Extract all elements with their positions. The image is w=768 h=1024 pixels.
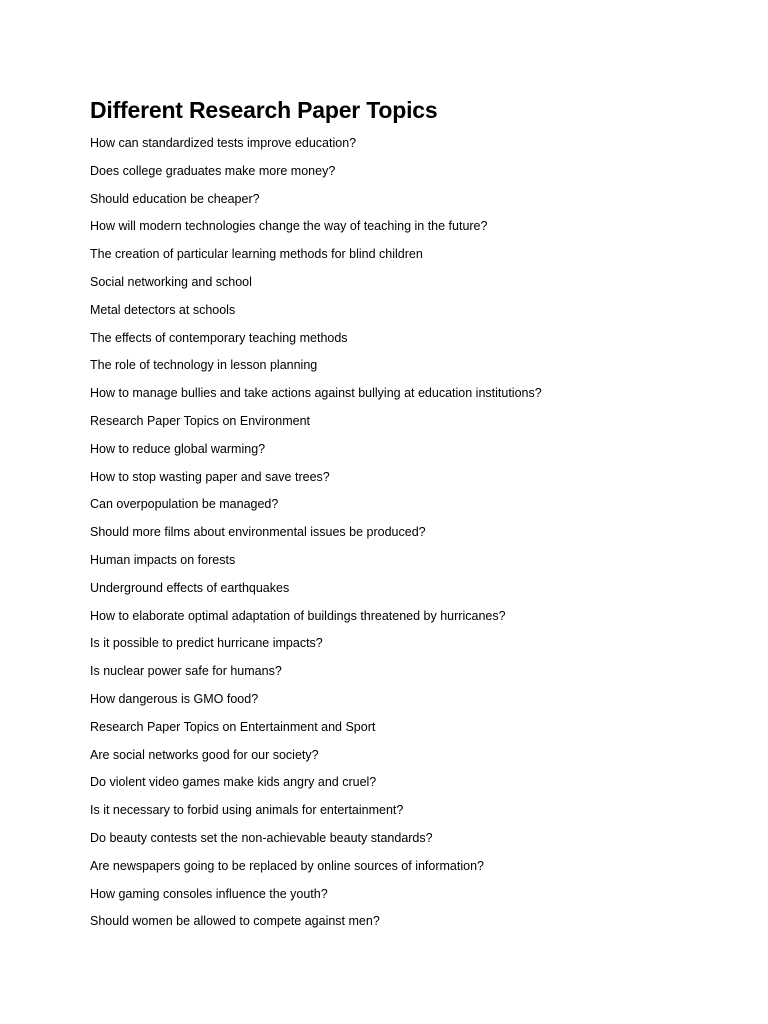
- topic-line: Is it possible to predict hurricane impacts?: [90, 636, 323, 651]
- topic-list: [90, 131, 542, 937]
- topic-line: How to manage bullies and take actions against bullying at education institutions?: [90, 386, 542, 401]
- topic-line: Is nuclear power safe for humans?: [90, 664, 282, 679]
- topic-line: Research Paper Topics on Environment: [90, 413, 311, 428]
- topic-line: Do beauty contests set the non-achievable beauty standards?: [90, 830, 433, 845]
- topic-line: How can standardized tests improve education?: [90, 136, 357, 150]
- topic-line: Metal detectors at schools: [90, 302, 236, 317]
- topic-line: Underground effects of earthquakes: [90, 580, 290, 595]
- topic-line: Social networking and school: [90, 274, 252, 289]
- topic-line: Should more films about environmental issues be produced?: [90, 525, 426, 540]
- topic-line: Can overpopulation be managed?: [90, 497, 279, 512]
- page-title: Different Research Paper Topics: [90, 97, 438, 123]
- topic-line: The role of technology in lesson planning: [90, 358, 318, 373]
- topic-line: Human impacts on forests: [90, 552, 236, 567]
- topic-line: Do violent video games make kids angry and cruel?: [90, 775, 377, 790]
- topic-line: Should women be allowed to compete against men?: [90, 914, 380, 929]
- topic-line: How to reduce global warming?: [90, 441, 266, 456]
- topic-line: Are social networks good for our society?: [90, 747, 319, 762]
- topic-line: Is it necessary to forbid using animals for entertainment?: [90, 803, 404, 818]
- topic-line: The effects of contemporary teaching methods: [90, 330, 348, 345]
- topic-line: How will modern technologies change the way of teaching in the future?: [90, 219, 488, 234]
- topic-line: Does college graduates make more money?: [90, 163, 336, 178]
- topic-line: The creation of particular learning methods for blind children: [90, 247, 423, 262]
- topic-line: Research Paper Topics on Entertainment and Sport: [90, 719, 376, 734]
- topic-line: How dangerous is GMO food?: [90, 691, 259, 706]
- topic-line: How to elaborate optimal adaptation of buildings threatened by hurricanes?: [90, 608, 506, 623]
- topic-line: Are newspapers going to be replaced by online sources of information?: [90, 858, 484, 873]
- topic-line: How gaming consoles influence the youth?: [90, 886, 328, 901]
- topic-line: Should education be cheaper?: [90, 191, 260, 206]
- topic-line: How to stop wasting paper and save trees?: [90, 469, 330, 484]
